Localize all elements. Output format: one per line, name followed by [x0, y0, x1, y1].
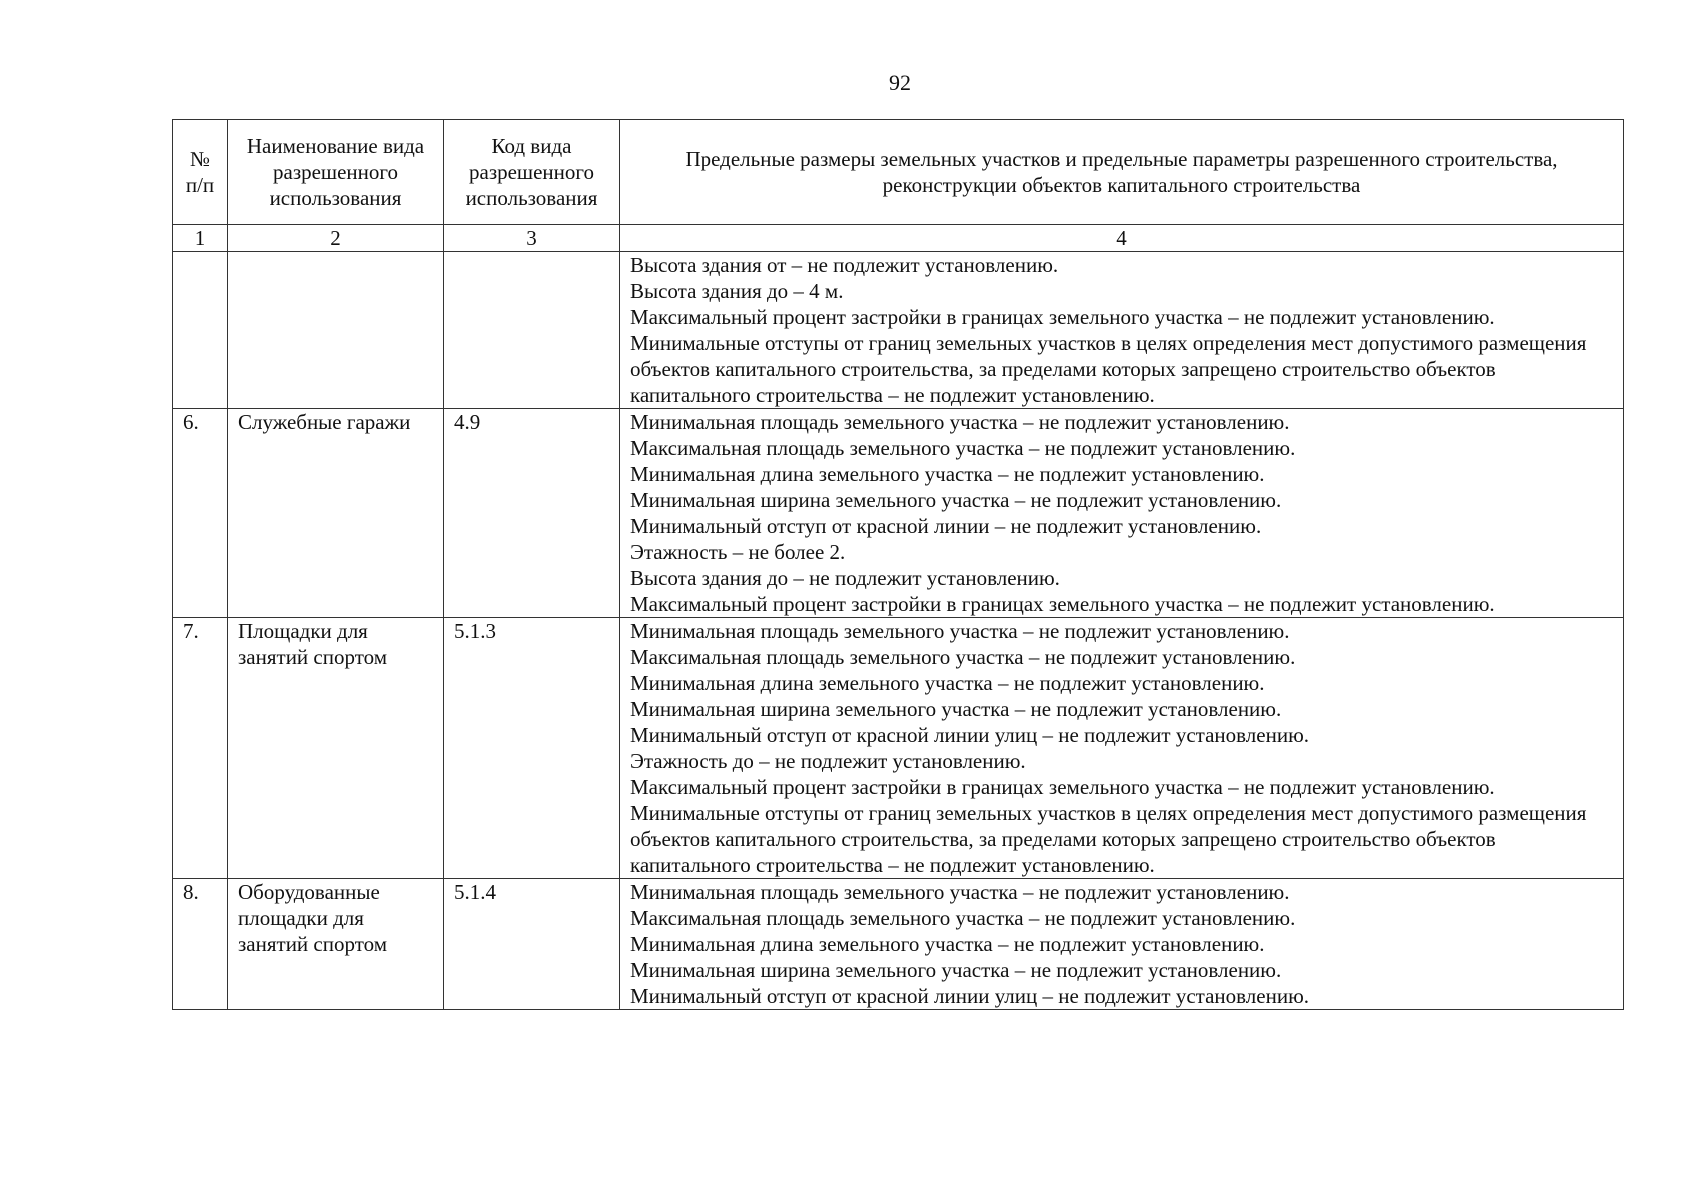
parameter-line: Минимальная ширина земельного участка – не подлежит установлению. — [630, 697, 1282, 721]
row-parameters — [620, 409, 1624, 618]
parameter-line: Максимальный процент застройки в границах земельного участка – не подлежит установлению. — [630, 775, 1495, 799]
parameter-line: Минимальная длина земельного участка – не подлежит установлению. — [630, 932, 1265, 956]
parameter-line: Максимальная площадь земельного участка – не подлежит установлению. — [630, 436, 1296, 460]
parameter-line: Минимальная площадь земельного участка – не подлежит установлению. — [630, 619, 1290, 643]
table-header-row — [173, 120, 1624, 225]
parameter-line: Максимальный процент застройки в границах земельного участка – не подлежит установлению. — [630, 305, 1495, 329]
table-row — [173, 879, 1624, 1010]
table-row — [173, 618, 1624, 879]
parameter-line: Максимальный процент застройки в границах земельного участка – не подлежит установлению. — [630, 592, 1495, 616]
parameter-line: Минимальная ширина земельного участка – не подлежит установлению. — [630, 958, 1282, 982]
row-number — [173, 252, 228, 409]
parameter-line: Минимальный отступ от красной линии улиц – не подлежит установлению. — [630, 984, 1310, 1008]
parameter-line: Минимальный отступ от красной линии – не подлежит установлению. — [630, 514, 1262, 538]
header-use-code: Код вида разрешенного использования — [444, 120, 620, 225]
parameter-line: Максимальная площадь земельного участка – не подлежит установлению. — [630, 645, 1296, 669]
parameter-line: Высота здания до – не подлежит установлению. — [630, 566, 1060, 590]
header-use-name: Наименование вида разрешенного использования — [228, 120, 444, 225]
parameter-line: Минимальная ширина земельного участка – не подлежит установлению. — [630, 488, 1282, 512]
table-row — [173, 409, 1624, 618]
parameter-line: Этажность – не более 2. — [630, 540, 846, 564]
parameter-line: Минимальная площадь земельного участка – не подлежит установлению. — [630, 410, 1290, 434]
zoning-parameters-table — [172, 119, 1624, 1010]
page-number: 92 — [889, 70, 911, 95]
column-number-row — [173, 225, 1624, 252]
row-use-name — [228, 252, 444, 409]
header-number: № п/п — [173, 120, 228, 225]
row-parameters — [620, 879, 1624, 1010]
table-row — [173, 252, 1624, 409]
parameter-line: Высота здания до – 4 м. — [630, 279, 844, 303]
parameter-line: Этажность до – не подлежит установлению. — [630, 749, 1026, 773]
row-use-code: 5.1.3 — [444, 618, 620, 879]
parameter-line: Минимальная длина земельного участка – не подлежит установлению. — [630, 671, 1265, 695]
header-parameters: Предельные размеры земельных участков и предельные параметры разрешенного строительства, реконструкции объектов капитального строительства — [620, 120, 1624, 225]
row-use-code: 4.9 — [444, 409, 620, 618]
column-number: 1 — [173, 225, 228, 252]
parameter-line: Минимальная площадь земельного участка – не подлежит установлению. — [630, 880, 1290, 904]
table-body — [173, 252, 1624, 1010]
row-use-code — [444, 252, 620, 409]
row-number: 7. — [173, 618, 228, 879]
row-parameters — [620, 618, 1624, 879]
row-parameters — [620, 252, 1624, 409]
row-use-name: Оборудованные площадки для занятий спортом — [228, 879, 444, 1010]
parameter-line: Минимальная длина земельного участка – не подлежит установлению. — [630, 462, 1265, 486]
column-number: 4 — [620, 225, 1624, 252]
row-use-name: Служебные гаражи — [228, 409, 444, 618]
column-number: 3 — [444, 225, 620, 252]
row-number: 8. — [173, 879, 228, 1010]
row-number: 6. — [173, 409, 228, 618]
row-use-code: 5.1.4 — [444, 879, 620, 1010]
column-number: 2 — [228, 225, 444, 252]
parameter-line: Высота здания от – не подлежит установлению. — [630, 253, 1059, 277]
parameter-line: Минимальные отступы от границ земельных участков в целях определения мест допустимого размещения объектов капитального строительства, за пределами которых запрещено строительство объектов капитального строительства – не подлежит установлению. — [630, 331, 1587, 407]
row-use-name: Площадки для занятий спортом — [228, 618, 444, 879]
parameter-line: Максимальная площадь земельного участка – не подлежит установлению. — [630, 906, 1296, 930]
parameter-line: Минимальный отступ от красной линии улиц – не подлежит установлению. — [630, 723, 1310, 747]
parameter-line: Минимальные отступы от границ земельных участков в целях определения мест допустимого размещения объектов капитального строительства, за пределами которых запрещено строительство объектов капитального строительства – не подлежит установлению. — [630, 801, 1587, 877]
